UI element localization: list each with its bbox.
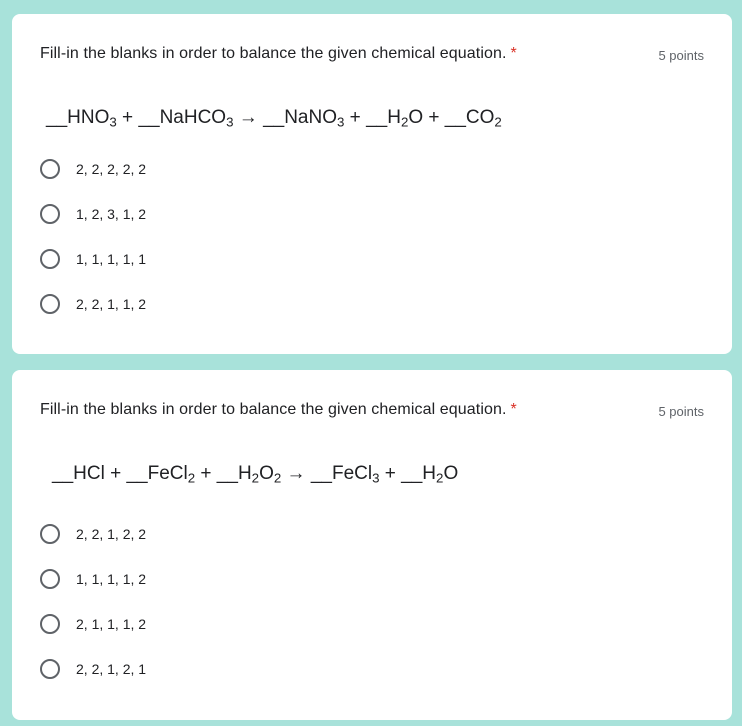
answer-option[interactable] [40, 567, 146, 591]
coefficient-blank: __ [126, 463, 148, 484]
radio-button[interactable] [40, 159, 60, 179]
option-label: 2, 2, 2, 2, 2 [76, 161, 147, 177]
answer-option[interactable] [40, 657, 146, 681]
coefficient-blank: __ [216, 463, 238, 484]
radio-button[interactable] [40, 249, 60, 269]
chemical-formula: $HNO_3$ [67, 107, 117, 130]
option-label: 2, 2, 1, 2, 2 [76, 526, 147, 542]
option-label: 2, 1, 1, 1, 2 [76, 616, 147, 632]
coefficient-blank: __ [52, 463, 74, 484]
coefficient-blank: __ [46, 107, 68, 128]
answer-option[interactable] [40, 522, 146, 546]
answer-option[interactable] [40, 157, 146, 181]
chemical-formula: $H_2O$ [422, 463, 459, 486]
answer-option[interactable] [40, 292, 146, 316]
plus-sign: + [116, 107, 139, 128]
chemical-formula: NaHCO$_3$ [159, 107, 234, 130]
question-card [12, 370, 732, 720]
coefficient-blank: __ [401, 463, 423, 484]
coefficient-blank: __ [310, 463, 332, 484]
chemical-equation [46, 107, 502, 129]
radio-button[interactable] [40, 569, 60, 589]
option-label: 2, 2, 1, 2, 1 [76, 661, 147, 677]
reaction-arrow: → [233, 107, 264, 128]
option-label: 2, 2, 1, 1, 2 [76, 296, 147, 312]
chemical-formula: $CO_2$ [465, 107, 502, 130]
chemical-formula: FeCl$_2$ [147, 463, 196, 486]
required-asterisk: * [510, 45, 517, 62]
question-card [12, 14, 732, 354]
points-label: 5 points [658, 404, 704, 419]
coefficient-blank: __ [444, 107, 466, 128]
radio-button[interactable] [40, 294, 60, 314]
plus-sign: + [344, 107, 367, 128]
points-label: 5 points [658, 48, 704, 63]
radio-button[interactable] [40, 524, 60, 544]
coefficient-blank: __ [263, 107, 285, 128]
plus-sign: + [423, 107, 445, 128]
question-title: Fill-in the blanks in order to balance the given chemical equation. * [40, 45, 517, 62]
radio-button[interactable] [40, 204, 60, 224]
chemical-formula: $H_2O$ [387, 107, 424, 130]
chemical-formula: HCl [73, 463, 105, 484]
answer-option[interactable] [40, 612, 146, 636]
answer-option[interactable] [40, 202, 146, 226]
radio-button[interactable] [40, 614, 60, 634]
coefficient-blank: __ [366, 107, 388, 128]
coefficient-blank: __ [138, 107, 160, 128]
question-title: Fill-in the blanks in order to balance the given chemical equation. * [40, 401, 517, 418]
radio-button[interactable] [40, 659, 60, 679]
chemical-formula: NaNO$_3$ [284, 107, 345, 130]
chemical-formula: FeCl$_3$ [331, 463, 380, 486]
plus-sign: + [104, 463, 127, 484]
chemical-equation [52, 463, 458, 485]
answer-option[interactable] [40, 247, 146, 271]
plus-sign: + [379, 463, 402, 484]
chemical-formula: $H_2O_2$ [237, 463, 282, 486]
plus-sign: + [195, 463, 217, 484]
required-asterisk: * [510, 401, 517, 418]
option-label: 1, 2, 3, 1, 2 [76, 206, 147, 222]
reaction-arrow: → [281, 463, 311, 484]
option-label: 1, 1, 1, 1, 2 [76, 571, 147, 587]
option-label: 1, 1, 1, 1, 1 [76, 251, 147, 267]
